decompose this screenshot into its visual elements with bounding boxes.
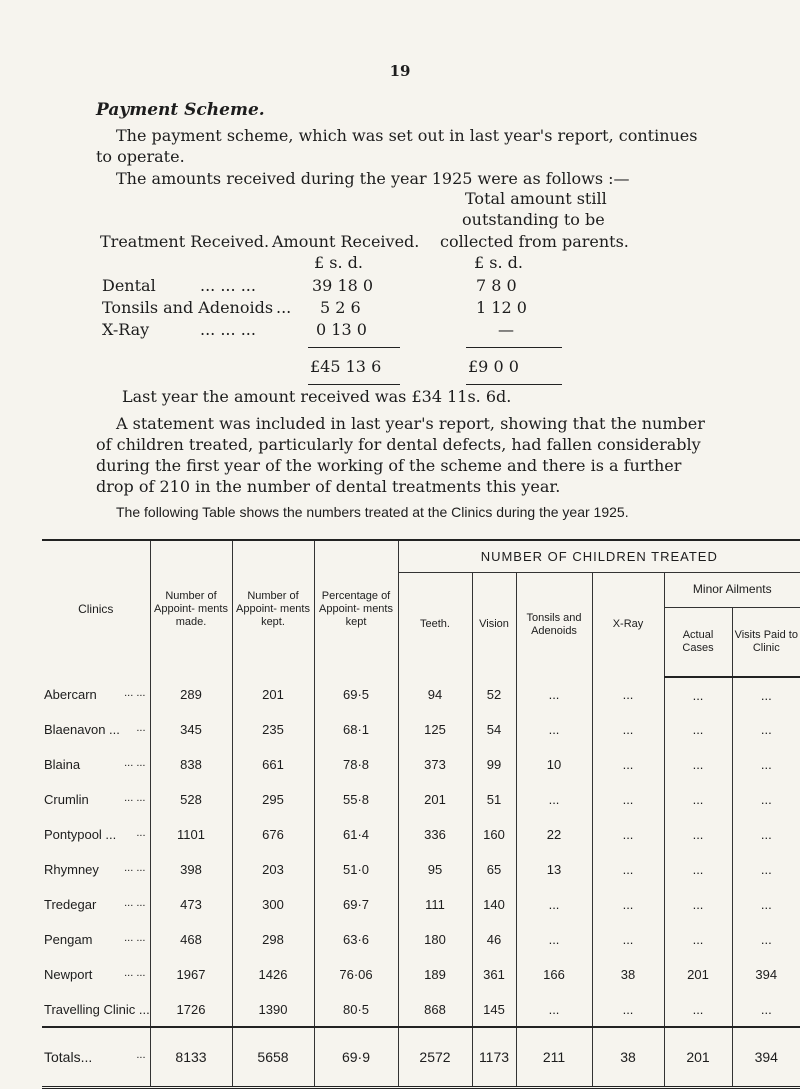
appointments-made-cell: 468 xyxy=(150,922,232,957)
col-header-appointments-kept: Number of Appoint- ments kept. xyxy=(232,540,314,677)
xray-cell: ... xyxy=(592,817,664,852)
col-header-actual-cases: Actual Cases xyxy=(664,607,732,677)
leader-dots: ... xyxy=(136,827,146,839)
amount-outstanding: 1 12 0 xyxy=(476,298,527,317)
actual-cases-cell: ... xyxy=(664,782,732,817)
xray-cell: ... xyxy=(592,992,664,1027)
leader-dots: ... ... xyxy=(124,967,146,979)
treatment-name: Tonsils and Adenoids xyxy=(102,298,274,317)
percentage-kept-cell: 55·8 xyxy=(314,782,398,817)
clinic-name: Pengam xyxy=(44,932,93,947)
table-row xyxy=(42,747,800,782)
clinic-name-cell xyxy=(42,677,150,712)
appointments-kept-cell: 1390 xyxy=(232,992,314,1027)
lsd-header: £ s. d. xyxy=(474,253,523,272)
appointments-made-cell: 289 xyxy=(150,677,232,712)
actual-cases-cell: 201 xyxy=(664,1027,732,1087)
col-header-percentage-kept: Percentage of Appoint- ments kept xyxy=(314,540,398,677)
col-header-clinics: Clinics xyxy=(78,601,114,616)
appointments-kept-cell: 203 xyxy=(232,852,314,887)
tonsils-cell: ... xyxy=(516,887,592,922)
leader-dots: ... ... xyxy=(124,687,146,699)
leader-dots: ... ... xyxy=(124,862,146,874)
sum-rule xyxy=(466,347,562,348)
clinic-name: Rhymney xyxy=(44,862,99,877)
appointments-kept-cell: 676 xyxy=(232,817,314,852)
amount-received: 5 2 6 xyxy=(320,298,361,317)
actual-cases-cell: ... xyxy=(664,992,732,1027)
vision-cell: 160 xyxy=(472,817,516,852)
leader-dots: ... xyxy=(276,298,292,317)
tonsils-cell: ... xyxy=(516,992,592,1027)
appointments-kept-cell: 201 xyxy=(232,677,314,712)
clinic-name-cell xyxy=(42,747,150,782)
table-row xyxy=(42,887,800,922)
clinic-name: Crumlin xyxy=(44,792,89,807)
tonsils-cell: 166 xyxy=(516,957,592,992)
teeth-cell: 95 xyxy=(398,852,472,887)
percentage-kept-cell: 80·5 xyxy=(314,992,398,1027)
tonsils-cell: 13 xyxy=(516,852,592,887)
vision-cell: 145 xyxy=(472,992,516,1027)
clinic-name: Totals... xyxy=(44,1048,93,1065)
xray-cell: 38 xyxy=(592,957,664,992)
teeth-cell: 336 xyxy=(398,817,472,852)
table-body xyxy=(42,677,800,1087)
clinic-name-cell xyxy=(42,782,150,817)
outstanding-header: collected from parents. xyxy=(440,232,629,251)
vision-cell: 65 xyxy=(472,852,516,887)
col-header-vision: Vision xyxy=(472,572,516,677)
xray-cell: ... xyxy=(592,782,664,817)
amount-header: Amount Received. xyxy=(272,232,420,251)
clinic-name-cell xyxy=(42,922,150,957)
sum-rule xyxy=(308,384,400,385)
clinic-name: Tredegar xyxy=(44,897,97,912)
visits-cell: ... xyxy=(732,887,800,922)
intro-line: The amounts received during the year 1925 were as follows :— xyxy=(116,169,630,188)
table-row xyxy=(42,782,800,817)
clinic-name: Newport xyxy=(44,967,93,982)
totals-row xyxy=(42,1027,800,1087)
appointments-made-cell: 345 xyxy=(150,712,232,747)
col-header-xray: X-Ray xyxy=(592,572,664,677)
xray-cell: ... xyxy=(592,852,664,887)
actual-cases-cell: ... xyxy=(664,887,732,922)
clinic-name-cell xyxy=(42,817,150,852)
leader-dots: ... ... xyxy=(124,792,146,804)
visits-cell: 394 xyxy=(732,1027,800,1087)
appointments-kept-cell: 235 xyxy=(232,712,314,747)
col-header-appointments-made: Number of Appoint- ments made. xyxy=(150,540,232,677)
visits-cell: ... xyxy=(732,782,800,817)
appointments-kept-cell: 5658 xyxy=(232,1027,314,1087)
table-row xyxy=(42,922,800,957)
teeth-cell: 2572 xyxy=(398,1027,472,1087)
tonsils-cell: ... xyxy=(516,782,592,817)
outstanding-header: outstanding to be xyxy=(462,210,605,229)
percentage-kept-cell: 76·06 xyxy=(314,957,398,992)
teeth-cell: 373 xyxy=(398,747,472,782)
appointments-made-cell: 398 xyxy=(150,852,232,887)
actual-cases-cell: ... xyxy=(664,852,732,887)
leader-dots: ... ... xyxy=(124,897,146,909)
table-row xyxy=(42,677,800,712)
tonsils-cell: ... xyxy=(516,677,592,712)
percentage-kept-cell: 61·4 xyxy=(314,817,398,852)
treatment-name: X-Ray xyxy=(102,320,150,339)
actual-cases-cell: ... xyxy=(664,747,732,782)
statement-line: of children treated, particularly for dental defects, had fallen considerably xyxy=(96,435,701,454)
clinic-name-cell xyxy=(42,957,150,992)
vision-cell: 52 xyxy=(472,677,516,712)
amount-outstanding: — xyxy=(498,320,514,339)
visits-cell: ... xyxy=(732,992,800,1027)
visits-cell: ... xyxy=(732,922,800,957)
appointments-kept-cell: 298 xyxy=(232,922,314,957)
vision-cell: 54 xyxy=(472,712,516,747)
xray-cell: ... xyxy=(592,887,664,922)
table-row xyxy=(42,957,800,992)
visits-cell: ... xyxy=(732,677,800,712)
appointments-made-cell: 1101 xyxy=(150,817,232,852)
clinic-name: Abercarn xyxy=(44,687,97,702)
statement-line: drop of 210 in the number of dental treatments this year. xyxy=(96,477,561,496)
appointments-kept-cell: 300 xyxy=(232,887,314,922)
group-header-minor-ailments: Minor Ailments xyxy=(664,572,800,607)
table-row xyxy=(42,712,800,747)
visits-cell: ... xyxy=(732,747,800,782)
lsd-header: £ s. d. xyxy=(314,253,363,272)
percentage-kept-cell: 68·1 xyxy=(314,712,398,747)
teeth-cell: 201 xyxy=(398,782,472,817)
tonsils-cell: ... xyxy=(516,922,592,957)
tonsils-cell: 211 xyxy=(516,1027,592,1087)
clinic-name-cell xyxy=(42,852,150,887)
appointments-made-cell: 838 xyxy=(150,747,232,782)
actual-cases-cell: ... xyxy=(664,817,732,852)
teeth-cell: 868 xyxy=(398,992,472,1027)
amount-outstanding: 7 8 0 xyxy=(476,276,517,295)
visits-cell: 394 xyxy=(732,957,800,992)
outstanding-header: Total amount still xyxy=(465,189,607,208)
percentage-kept-cell: 63·6 xyxy=(314,922,398,957)
last-year-text: Last year the amount received was £34 11s. 6d. xyxy=(122,387,512,406)
total-outstanding: £9 0 0 xyxy=(468,357,519,376)
percentage-kept-cell: 69·5 xyxy=(314,677,398,712)
intro-line: The payment scheme, which was set out in last year's report, continues xyxy=(116,126,698,145)
vision-cell: 99 xyxy=(472,747,516,782)
table-intro: The following Table shows the numbers treated at the Clinics during the year 1925. xyxy=(116,504,629,520)
appointments-kept-cell: 661 xyxy=(232,747,314,782)
teeth-cell: 111 xyxy=(398,887,472,922)
col-header-tonsils: Tonsils and Adenoids xyxy=(516,572,592,677)
teeth-cell: 180 xyxy=(398,922,472,957)
clinic-name-cell xyxy=(42,712,150,747)
group-header-children-treated: NUMBER OF CHILDREN TREATED xyxy=(398,540,800,572)
clinic-name: Pontypool ... xyxy=(44,827,117,842)
clinic-name: Travelling Clinic ... xyxy=(44,1001,150,1017)
xray-cell: ... xyxy=(592,677,664,712)
vision-cell: 46 xyxy=(472,922,516,957)
xray-cell: ... xyxy=(592,922,664,957)
leader-dots: ... ... xyxy=(124,757,146,769)
actual-cases-cell: 201 xyxy=(664,957,732,992)
percentage-kept-cell: 78·8 xyxy=(314,747,398,782)
table-row xyxy=(42,992,800,1027)
tonsils-cell: ... xyxy=(516,712,592,747)
actual-cases-cell: ... xyxy=(664,922,732,957)
col-header-visits: Visits Paid to Clinic xyxy=(732,607,800,677)
xray-cell: ... xyxy=(592,747,664,782)
clinic-name-cell xyxy=(42,887,150,922)
teeth-cell: 94 xyxy=(398,677,472,712)
vision-cell: 140 xyxy=(472,887,516,922)
appointments-made-cell: 528 xyxy=(150,782,232,817)
page-number: 19 xyxy=(389,62,411,80)
section-heading: Payment Scheme. xyxy=(96,100,265,120)
clinic-name-cell xyxy=(42,1027,150,1087)
tonsils-cell: 10 xyxy=(516,747,592,782)
tonsils-cell: 22 xyxy=(516,817,592,852)
table-row xyxy=(42,817,800,852)
leader-dots: ... ... ... xyxy=(200,320,256,339)
leader-dots: ... xyxy=(136,722,146,734)
leader-dots: ... xyxy=(136,1048,146,1061)
treatment-header: Treatment Received. xyxy=(100,232,270,251)
intro-line: to operate. xyxy=(96,147,185,166)
statement-line: A statement was included in last year's report, showing that the number xyxy=(116,414,705,433)
clinic-name: Blaina xyxy=(44,757,81,772)
total-received: £45 13 6 xyxy=(310,357,382,376)
visits-cell: ... xyxy=(732,817,800,852)
appointments-made-cell: 1967 xyxy=(150,957,232,992)
vision-cell: 361 xyxy=(472,957,516,992)
statement-line: during the first year of the working of the scheme and there is a further xyxy=(96,456,682,475)
actual-cases-cell: ... xyxy=(664,712,732,747)
appointments-made-cell: 8133 xyxy=(150,1027,232,1087)
amount-received: 39 18 0 xyxy=(312,276,374,295)
appointments-made-cell: 1726 xyxy=(150,992,232,1027)
actual-cases-cell: ... xyxy=(664,677,732,712)
appointments-kept-cell: 295 xyxy=(232,782,314,817)
appointments-kept-cell: 1426 xyxy=(232,957,314,992)
xray-cell: 38 xyxy=(592,1027,664,1087)
sum-rule xyxy=(308,347,400,348)
leader-dots: ... ... xyxy=(124,932,146,944)
visits-cell: ... xyxy=(732,712,800,747)
clinics-table xyxy=(42,539,800,1089)
percentage-kept-cell: 69·7 xyxy=(314,887,398,922)
clinic-name: Blaenavon ... xyxy=(44,722,120,737)
col-header-teeth: Teeth. xyxy=(398,572,472,677)
teeth-cell: 125 xyxy=(398,712,472,747)
amount-received: 0 13 0 xyxy=(316,320,367,339)
percentage-kept-cell: 69·9 xyxy=(314,1027,398,1087)
sum-rule xyxy=(466,384,562,385)
xray-cell: ... xyxy=(592,712,664,747)
table-row xyxy=(42,852,800,887)
treatment-name: Dental xyxy=(102,276,156,295)
vision-cell: 1173 xyxy=(472,1027,516,1087)
clinic-name-cell xyxy=(42,992,150,1027)
vision-cell: 51 xyxy=(472,782,516,817)
leader-dots: ... ... ... xyxy=(200,276,256,295)
percentage-kept-cell: 51·0 xyxy=(314,852,398,887)
appointments-made-cell: 473 xyxy=(150,887,232,922)
visits-cell: ... xyxy=(732,852,800,887)
teeth-cell: 189 xyxy=(398,957,472,992)
